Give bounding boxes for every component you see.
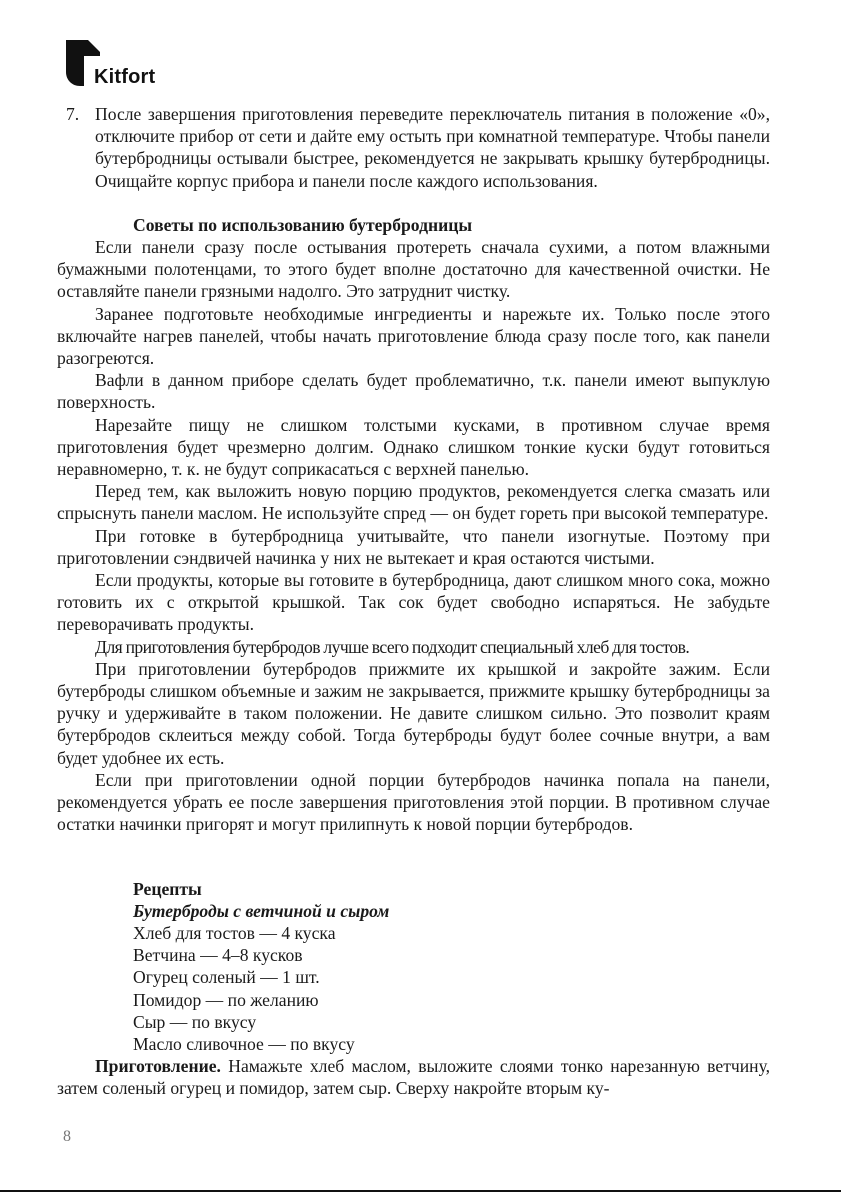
method-paragraph — [57, 1055, 770, 1099]
ingredient-item: Масло сливочное — по вкусу — [133, 1033, 355, 1054]
brand-name: Kitfort — [94, 66, 156, 88]
tip-paragraph: При приготовлении бутербродов прижмите их крышкой и закройте зажим. Если бутерброды слишком объемные и зажим не закрывается, прижмите крышку бутербродницы за ручку и удерживайте в таком положении. Не давите слишком сильно. Это позволит краям бутербродов склеиться между собой. Тогда бутерброды будут более сочные внутри, а вам будет удобнее их есть. — [57, 658, 770, 768]
ingredient-item: Огурец соленый — 1 шт. — [133, 967, 320, 988]
tip-paragraph: Если продукты, которые вы готовите в бутербродница, дают слишком много сока, можно готовить их с открытой крышкой. Так сок будет свободно испаряться. Не забудьте переворачивать продукты. — [57, 570, 770, 635]
ingredient-item: Хлеб для тостов — 4 куска — [133, 922, 336, 943]
ingredient-item: Ветчина — 4–8 кусков — [133, 945, 303, 966]
step-7 — [57, 103, 770, 192]
ingredient-item: Сыр — по вкусу — [133, 1011, 257, 1032]
tip-paragraph: Если панели сразу после остывания протереть сначала сухими, а потом влажными бумажными полотенцами, то этого будет вполне достаточно для качественной очистки. Не оставляйте панели грязными надолго. Это затруднит чистку. — [57, 237, 770, 302]
recipes-heading: Рецепты — [133, 878, 202, 899]
tip-paragraph: Если при приготовлении одной порции бутербродов начинка попала на панели, рекомендуется убрать ее после завершения приготовления этой порции. В противном случае остатки начинки пригорят и могут прилипнуть к новой порции бутербродов. — [57, 769, 770, 835]
tips-heading: Советы по использованию бутербродницы — [133, 214, 473, 235]
tip-paragraph: Для приготовления бутербродов лучше всего подходит специальный хлеб для тостов. — [95, 636, 690, 657]
tip-paragraph: Вафли в данном приборе сделать будет проблематично, т.к. панели имеют выпуклую поверхность. — [57, 370, 770, 413]
tip-paragraph: Перед тем, как выложить новую порцию продуктов, рекомендуется слегка смазать или спрыснуть панели маслом. Не используйте спред — он будет гореть при высокой температуре. — [57, 481, 770, 524]
tip-paragraph: При готовке в бутербродница учитывайте, что панели изогнутые. Поэтому при приготовлении сэндвичей начинка у них не вытекает и края остаются чистыми. — [57, 525, 770, 568]
method-label: Приготовление. — [95, 1056, 221, 1077]
tip-paragraph: Заранее подготовьте необходимые ингредиенты и нарежьте их. Только после этого включайте нагрев панелей, чтобы начать приготовление блюда сразу после того, как панели разогреются. — [57, 303, 770, 369]
bottom-divider — [0, 1190, 841, 1192]
spacer — [57, 858, 770, 878]
method-text: Намажьте хлеб маслом, выложите слоями тонко нарезанную ветчину, затем соленый огурец и помидор, затем сыр. Сверху накройте вторым ку- — [57, 1056, 770, 1099]
dish-title: Бутерброды с ветчиной и сыром — [133, 900, 390, 921]
spacer — [57, 192, 770, 214]
step-text: После завершения приготовления переведите переключатель питания в положение «0», отключите прибор от сети и дайте ему остыть при комнатной температуре. Чтобы панели бутербродницы остывали быстрее, рекомендуется не закрывать крышку бутербродницы. Очищайте корпус прибора и панели после каждого использования. — [95, 104, 770, 191]
page-content — [57, 103, 770, 1100]
step-number: 7. — [66, 104, 80, 124]
page-number: 8 — [63, 1128, 71, 1145]
ingredient-item: Помидор — по желанию — [133, 989, 319, 1010]
tip-paragraph: Нарезайте пищу не слишком толстыми кусками, в противном случае время приготовления будет чрезмерно долгим. Однако слишком тонкие куски будут готовиться неравномерно, т. к. не будут соприкасаться с верхней панелью. — [57, 414, 770, 480]
brand-logo — [66, 40, 186, 92]
spacer — [57, 836, 770, 858]
